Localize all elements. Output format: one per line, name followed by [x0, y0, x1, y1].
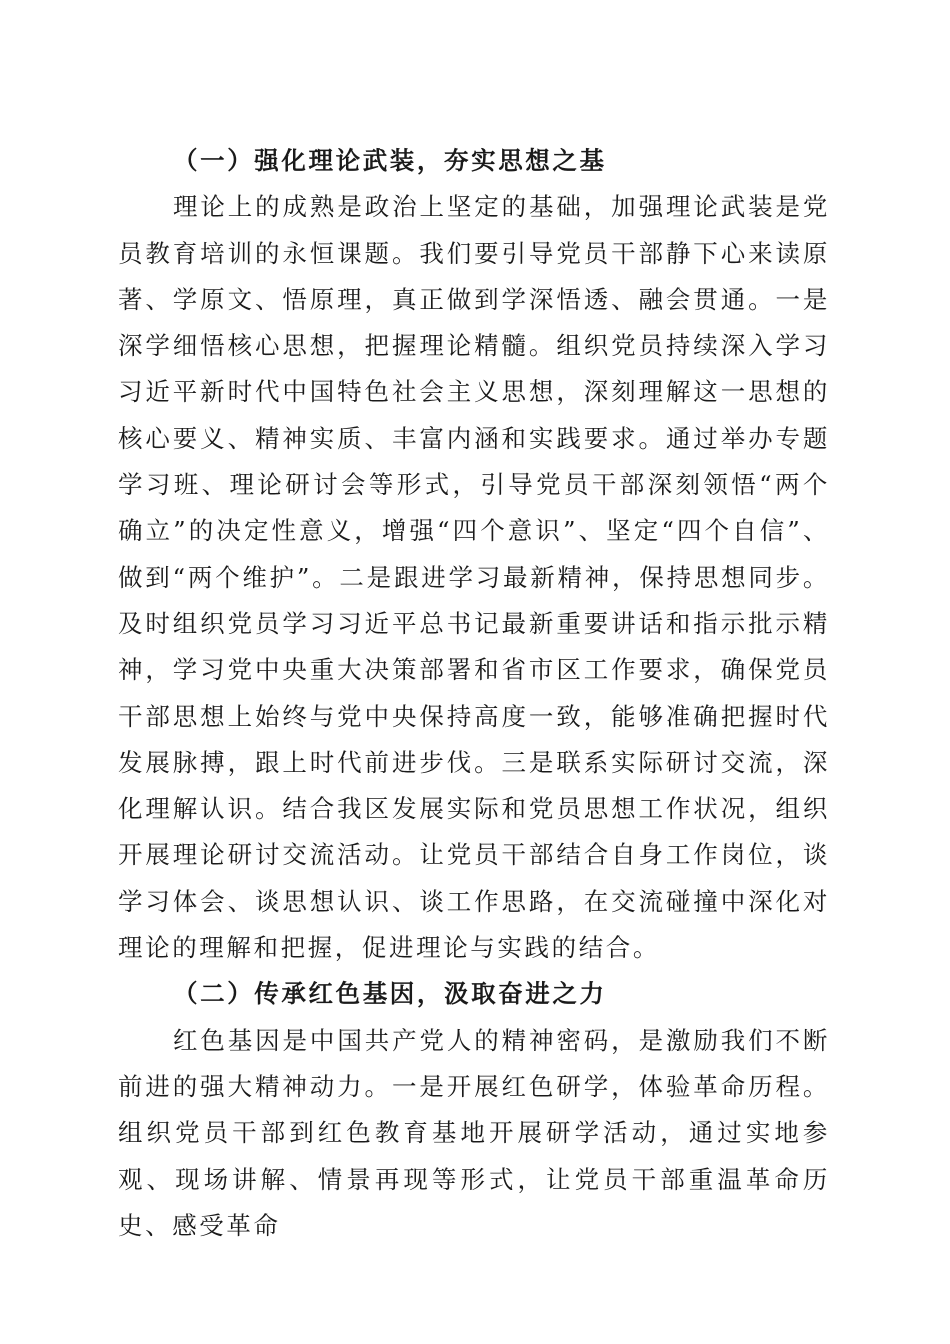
document-body — [118, 138, 830, 1249]
section-2-heading: （二）传承红色基因，汲取奋进之力 — [173, 979, 607, 1009]
section-2-paragraph: 红色基因是中国共产党人的精神密码，是激励我们不断前进的强大精神动力。一是开展红色研学，体验革命历程。组织党员干部到红色教育基地开展研学活动，通过实地参观、现场讲解、情景再现等形式，让党员干部重温革命历史、感受革命 — [118, 1025, 830, 1240]
section-1-heading: （一）强化理论武装，夯实思想之基 — [173, 146, 607, 175]
section-1-paragraph: 理论上的成熟是政治上坚定的基础，加强理论武装是党员教育培训的永恒课题。我们要引导党员干部静下心来读原著、学原文、悟原理，真正做到学深悟透、融会贯通。一是深学细悟核心思想，把握理论精髓。组织党员持续深入学习习近平新时代中国特色社会主义思想，深刻理解这一思想的核心要义、精神实质、丰富内涵和实践要求。通过举办专题学习班、理论研讨会等形式，引导党员干部深刻领悟“两个确立”的决定性意义，增强“四个意识”、坚定“四个自信”、做到“两个维护”。二是跟进学习最新精神，保持思想同步。及时组织党员学习习近平总书记最新重要讲话和指示批示精神，学习党中央重大决策部署和省市区工作要求，确保党员干部思想上始终与党中央保持高度一致，能够准确把握时代发展脉搏，跟上时代前进步伐。三是联系实际研讨交流，深化理解认识。结合我区发展实际和党员思想工作状况，组织开展理论研讨交流活动。让党员干部结合自身工作岗位，谈学习体会、谈思想认识、谈工作思路，在交流碰撞中深化对理论的理解和把握，促进理论与实践的结合。 — [118, 192, 830, 963]
